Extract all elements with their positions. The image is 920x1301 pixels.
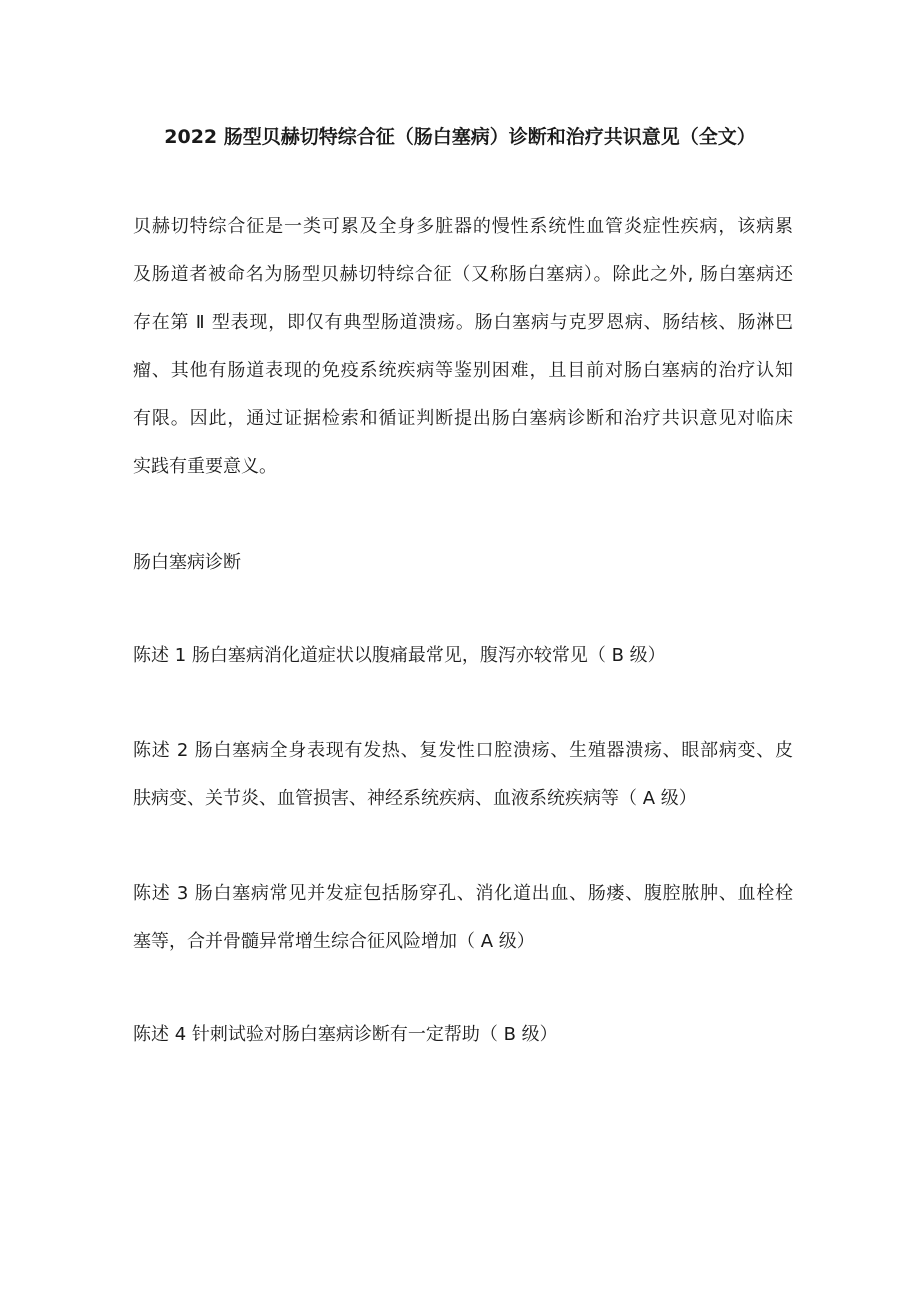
statement-1: [133, 632, 793, 680]
statement-line: 陈述 2 肠白塞病全身表现有发热、复发性口腔溃疡、生殖器溃疡、眼部病变、皮: [133, 740, 793, 761]
section-heading-text: 肠白塞病诊断: [133, 552, 241, 573]
intro-line: 贝赫切特综合征是一类可累及全身多脏器的慢性系统性血管炎症性疾病，该病累: [133, 216, 793, 237]
intro-line: 及肠道者被命名为肠型贝赫切特综合征（又称肠白塞病）。除此之外, 肠白塞病还: [133, 264, 793, 285]
statement-line: 陈述 1 肠白塞病消化道症状以腹痛最常见，腹泻亦较常见（ B 级）: [133, 645, 666, 666]
statement-line: 塞等，合并骨髓异常增生综合征风险增加（ A 级）: [133, 931, 535, 952]
statement-2: [133, 727, 793, 823]
intro-line: 有限。因此，通过证据检索和循证判断提出肠白塞病诊断和治疗共识意见对临床: [133, 408, 793, 429]
statement-line: 陈述 3 肠白塞病常见并发症包括肠穿孔、消化道出血、肠瘘、腹腔脓肿、血栓栓: [133, 883, 793, 904]
intro-line: 存在第 Ⅱ 型表现，即仅有典型肠道溃疡。肠白塞病与克罗恩病、肠结核、肠淋巴: [133, 312, 793, 333]
intro-line: 实践有重要意义。: [133, 456, 277, 477]
document-title: 2022 肠型贝赫切特综合征（肠白塞病）诊断和治疗共识意见（全文）: [164, 126, 756, 148]
intro-paragraph: [133, 203, 793, 491]
statement-3: [133, 870, 793, 966]
intro-line: 瘤、其他有肠道表现的免疫系统疾病等鉴别困难，且目前对肠白塞病的治疗认知: [133, 360, 793, 381]
statement-line: 陈述 4 针刺试验对肠白塞病诊断有一定帮助（ B 级）: [133, 1024, 558, 1045]
section-heading: [133, 539, 793, 587]
statement-line: 肤病变、关节炎、血管损害、神经系统疾病、血液系统疾病等（ A 级）: [133, 788, 697, 809]
statement-4: [133, 1011, 793, 1059]
